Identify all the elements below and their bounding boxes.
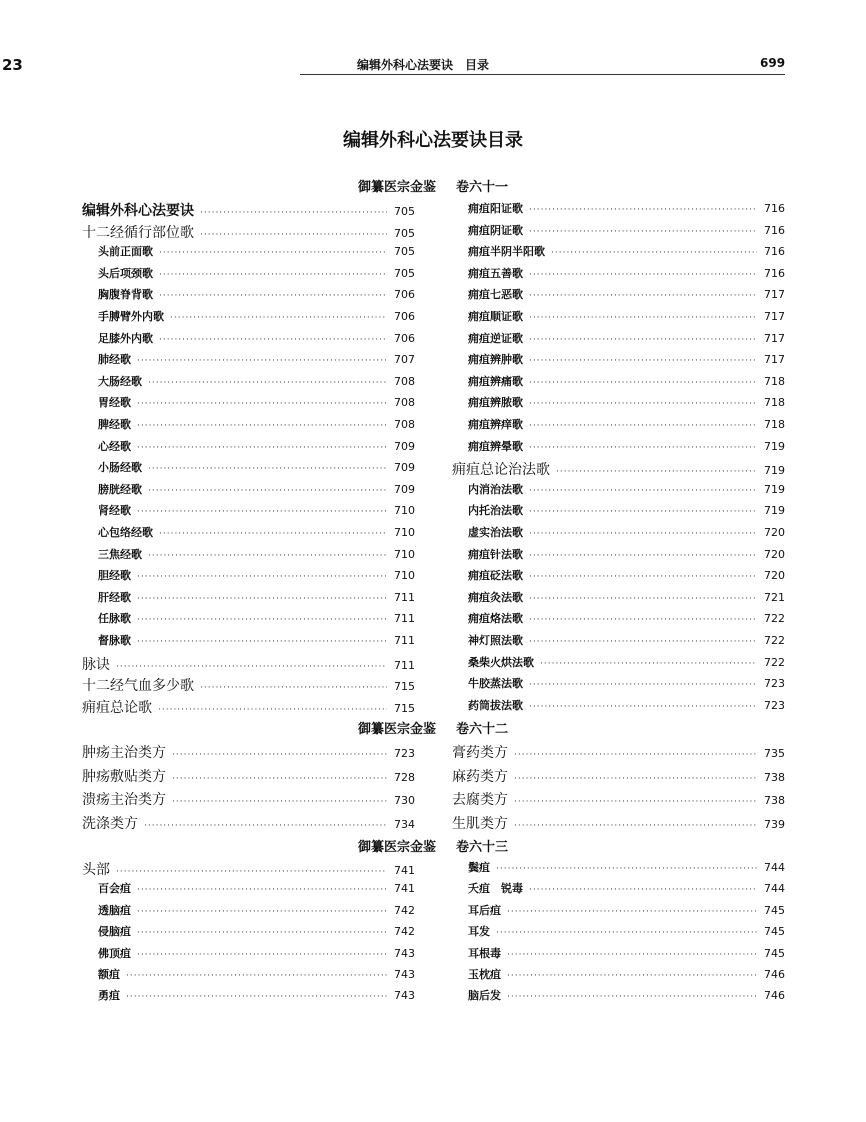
toc-entry[interactable] [452,200,785,216]
entry-page: 722 [764,655,785,669]
entry-page: 723 [764,698,785,712]
entry-title: 耳后疽 [468,903,501,917]
toc-entry[interactable] [82,654,415,674]
entry-title: 痈疽总论歌 [82,699,152,716]
entry-page: 743 [394,989,415,1003]
leader-dots [137,443,387,453]
section-volume: 卷六十三 [456,840,509,855]
entry-title: 痈疽辨脓歌 [468,396,523,410]
leader-dots [529,335,757,345]
leader-dots [529,227,757,237]
entry-page: 711 [394,634,415,647]
entry-title: 膀胱经歌 [98,482,142,496]
entry-page: 720 [764,526,785,539]
leader-dots [514,821,757,831]
leader-dots [200,683,387,693]
section-volume: 卷六十一 [456,180,509,195]
entry-page: 710 [394,547,415,561]
toc-entry[interactable] [82,243,415,259]
leader-dots [507,992,757,1002]
entry-page: 742 [394,903,415,917]
toc-entry[interactable] [452,654,785,670]
toc-entry[interactable] [82,766,415,786]
entry-title: 侵脑疽 [98,925,131,939]
entry-title: 佛顶疽 [98,946,131,960]
entry-title: 肝经歌 [98,590,131,604]
toc-entry[interactable] [452,675,785,691]
entry-page: 717 [764,353,785,367]
entry-page: 706 [394,310,415,323]
toc-entry[interactable] [452,813,785,833]
leader-dots [529,291,757,301]
entry-page: 744 [764,861,785,874]
toc-entry[interactable] [452,330,785,346]
entry-title: 痈疽五善歌 [468,266,523,280]
entry-title: 胆经歌 [98,569,131,583]
toc-entry[interactable] [452,589,785,605]
entry-page: 705 [394,266,415,280]
toc-entry[interactable] [82,200,415,220]
entry-title: 脉诀 [82,656,110,673]
entry-title: 头后项颈歌 [98,266,153,280]
toc-entry[interactable] [452,742,785,762]
toc-entry[interactable] [82,265,415,281]
entry-title: 痈疽逆证歌 [468,331,523,345]
toc-entry[interactable] [452,923,785,939]
entry-page: 705 [394,226,415,240]
toc-entry[interactable] [452,880,785,896]
leader-dots [496,864,757,874]
toc-entry[interactable] [452,859,785,875]
entry-title: 药筒拔法歌 [468,698,523,712]
entry-title: 夭疽 锐毒 [468,882,523,896]
entry-title: 麻药类方 [452,768,508,785]
entry-page: 708 [394,418,415,431]
entry-page: 734 [394,818,415,832]
toc-entry[interactable] [82,416,415,432]
leader-dots [529,443,757,453]
entry-page: 718 [764,418,785,431]
entry-page: 722 [764,612,785,626]
entry-title: 耳根毒 [468,946,501,960]
toc-entry[interactable] [452,459,785,479]
leader-dots [496,928,757,938]
toc-entry[interactable] [452,373,785,389]
entry-title: 编辑外科心法要诀 [82,203,194,219]
toc-entry[interactable] [452,481,785,497]
entry-page: 722 [764,634,785,647]
leader-dots [137,572,387,582]
entry-title: 玉枕疽 [468,968,501,981]
entry-page: 746 [764,968,785,981]
entry-page: 745 [764,903,785,917]
leader-dots [159,529,387,539]
leader-dots [529,486,757,496]
leader-dots [148,464,387,474]
toc-entry[interactable] [82,222,415,242]
entry-page: 705 [394,245,415,259]
toc-entry[interactable] [82,742,415,762]
entry-title: 脾经歌 [98,418,131,431]
leader-dots [148,486,387,496]
entry-title: 大肠经歌 [98,374,142,388]
toc-entry[interactable] [452,286,785,302]
toc-entry[interactable] [452,697,785,713]
entry-page: 746 [764,989,785,1003]
leader-dots [137,928,387,938]
toc-entry[interactable] [452,789,785,809]
toc-entry[interactable] [82,438,415,454]
entry-title: 心包络经歌 [98,526,153,539]
leader-dots [529,885,757,895]
leader-dots [159,270,387,280]
entry-title: 额疽 [98,968,120,981]
entry-title: 痈疽阳证歌 [468,202,523,215]
leader-dots [200,230,387,240]
entry-page: 717 [764,310,785,323]
entry-title: 内消治法歌 [468,482,523,496]
toc-entry[interactable] [82,987,415,1003]
toc-entry[interactable] [452,222,785,238]
entry-title: 小肠经歌 [98,461,142,475]
toc-entry[interactable] [82,308,415,324]
leader-dots [137,594,387,604]
entry-page: 720 [764,569,785,583]
entry-title: 痈疽辨晕歌 [468,439,523,453]
entry-title: 去腐类方 [452,792,508,809]
leader-dots [137,507,387,517]
toc-entry[interactable] [82,589,415,605]
leader-dots [159,291,387,301]
entry-page: 743 [394,946,415,960]
leader-dots [529,356,757,366]
leader-dots [551,248,757,258]
toc-entry[interactable] [82,789,415,809]
entry-title: 痈疽砭法歌 [468,569,523,583]
toc-entry[interactable] [452,416,785,432]
toc-entry[interactable] [452,766,785,786]
leader-dots [137,421,387,431]
leader-dots [514,797,757,807]
entry-title: 洗涤类方 [82,816,138,833]
toc-entry[interactable] [82,330,415,346]
entry-title: 任脉歌 [98,612,131,626]
entry-page: 719 [764,439,785,453]
leader-dots [137,615,387,625]
entry-page: 745 [764,925,785,939]
leader-dots [126,992,387,1002]
section-volume: 卷六十二 [456,722,509,737]
toc-entry[interactable] [82,373,415,389]
entry-title: 虚实治法歌 [468,526,523,539]
entry-title: 痈疽针法歌 [468,547,523,561]
entry-page: 717 [764,288,785,302]
entry-page: 715 [394,680,415,694]
entry-title: 生肌类方 [452,816,508,833]
entry-page: 728 [394,770,415,784]
entry-page: 716 [764,202,785,215]
toc-entry[interactable] [452,546,785,562]
entry-title: 痈疽辨痒歌 [468,418,523,431]
header-rule [300,74,785,75]
toc-entry[interactable] [452,632,785,648]
toc-entry[interactable] [82,524,415,540]
toc-entry[interactable] [82,502,415,518]
entry-title: 痈疽辨痛歌 [468,374,523,388]
leader-dots [170,313,387,323]
toc-entry[interactable] [452,902,785,918]
toc-entry[interactable] [452,610,785,626]
leader-dots [172,750,387,760]
leader-dots [116,867,387,877]
leader-dots [529,551,757,561]
toc-entry[interactable] [82,923,415,939]
entry-page: 719 [764,482,785,496]
entry-title: 十二经气血多少歌 [82,678,194,695]
leader-dots [529,399,757,409]
leader-dots [529,507,757,517]
entry-title: 痈疽顺证歌 [468,310,523,323]
entry-page: 739 [764,818,785,832]
entry-title: 胸腹脊背歌 [98,288,153,302]
entry-page: 741 [394,864,415,877]
entry-title: 神灯照法歌 [468,634,523,647]
toc-entry[interactable] [82,351,415,367]
toc-entry[interactable] [452,243,785,259]
entry-title: 心经歌 [98,439,131,453]
section-book-title: 御纂医宗金鉴 [357,180,436,195]
page-number: 699 [760,56,786,70]
entry-page: 710 [394,504,415,518]
leader-dots [137,907,387,917]
entry-title: 足膝外内歌 [98,331,153,345]
leader-dots [529,680,757,690]
entry-title: 头部 [82,862,110,878]
entry-page: 745 [764,946,785,960]
leader-dots [529,313,757,323]
toc-entry[interactable] [82,567,415,583]
entry-page: 709 [394,439,415,453]
entry-page: 719 [764,464,785,478]
entry-title: 膏药类方 [452,745,508,761]
toc-entry[interactable] [82,632,415,648]
toc-entry[interactable] [452,394,785,410]
entry-title: 十二经循行部位歌 [82,224,194,241]
entry-title: 肿疡主治类方 [82,745,166,761]
toc-entry[interactable] [82,546,415,562]
entry-page: 708 [394,396,415,410]
entry-page: 705 [394,205,415,218]
entry-title: 桑柴火烘法歌 [468,655,534,669]
entry-page: 744 [764,882,785,896]
entry-title: 内托治法歌 [468,504,523,518]
entry-title: 督脉歌 [98,634,131,647]
leader-dots [529,615,757,625]
entry-title: 肺经歌 [98,353,131,367]
leader-dots [529,702,757,712]
leader-dots [148,378,387,388]
toc-entry[interactable] [82,966,415,982]
entry-page: 718 [764,374,785,388]
leader-dots [507,950,757,960]
toc-entry[interactable] [452,567,785,583]
entry-page: 716 [764,266,785,280]
entry-page: 720 [764,547,785,561]
entry-page: 709 [394,461,415,475]
entry-page: 718 [764,396,785,410]
entry-page: 716 [764,223,785,237]
entry-title: 痈疽七恶歌 [468,288,523,302]
toc-entry[interactable] [82,945,415,961]
toc-entry[interactable] [82,675,415,695]
leader-dots [137,356,387,366]
entry-page: 709 [394,482,415,496]
leader-dots [148,551,387,561]
leader-dots [159,248,387,258]
toc-entry[interactable] [452,351,785,367]
toc-entry[interactable] [452,502,785,518]
leader-dots [529,421,757,431]
entry-page: 717 [764,331,785,345]
leader-dots [158,705,387,715]
entry-page: 715 [394,701,415,715]
entry-title: 勇疽 [98,989,120,1003]
entry-page: 721 [764,590,785,604]
entry-title: 耳发 [468,925,490,939]
entry-page: 741 [394,882,415,896]
toc-entry[interactable] [452,945,785,961]
entry-page: 711 [394,658,415,672]
leader-dots [159,335,387,345]
entry-title: 痈疽灸法歌 [468,590,523,604]
toc-entry[interactable] [452,265,785,281]
entry-title: 百会疽 [98,882,131,896]
entry-page: 742 [394,925,415,939]
toc-entry[interactable] [452,438,785,454]
toc-entry[interactable] [452,308,785,324]
entry-page: 719 [764,504,785,518]
leader-dots [144,821,387,831]
entry-page: 707 [394,353,415,367]
toc-entry[interactable] [82,394,415,410]
leader-dots [529,270,757,280]
leader-dots [137,950,387,960]
entry-page: 711 [394,590,415,604]
leader-dots [172,797,387,807]
toc-entry[interactable] [82,481,415,497]
section-book-title: 御纂医宗金鉴 [357,840,436,855]
toc-entry[interactable] [82,880,415,896]
entry-page: 711 [394,612,415,626]
toc-entry[interactable] [82,459,415,475]
entry-page: 708 [394,374,415,388]
entry-page: 743 [394,968,415,981]
entry-title: 肾经歌 [98,504,131,518]
leader-dots [137,637,387,647]
entry-page: 710 [394,526,415,539]
entry-title: 痈疽阴证歌 [468,223,523,237]
section-heading [0,836,866,855]
toc-entry[interactable] [82,697,415,717]
leader-dots [529,205,757,215]
toc-entry[interactable] [82,813,415,833]
leader-dots [529,572,757,582]
toc-entry[interactable] [82,286,415,302]
leader-dots [116,662,387,672]
entry-title: 头前正面歌 [98,245,153,259]
leader-dots [529,594,757,604]
entry-page: 735 [764,747,785,760]
toc-entry[interactable] [82,610,415,626]
entry-page: 738 [764,770,785,784]
leader-dots [556,467,757,477]
entry-title: 手膊臂外内歌 [98,310,164,323]
leader-dots [540,659,757,669]
entry-page: 706 [394,331,415,345]
leader-dots [529,529,757,539]
toc-entry[interactable] [82,902,415,918]
toc-entry[interactable] [452,524,785,540]
leader-dots [507,971,757,981]
entry-page: 706 [394,288,415,302]
entry-title: 脑后发 [468,989,501,1003]
entry-title: 透脑疽 [98,903,131,917]
previous-page-fragment: 23 [2,56,23,74]
entry-page: 738 [764,794,785,808]
leader-dots [529,378,757,388]
leader-dots [126,971,387,981]
running-title: 编辑外科心法要诀 目录 [356,58,489,72]
toc-entry[interactable] [82,859,415,879]
leader-dots [514,750,757,760]
leader-dots [507,907,757,917]
section-book-title: 御纂医宗金鉴 [357,722,436,737]
leader-dots [137,885,387,895]
entry-title: 痈疽烙法歌 [468,612,523,626]
entry-title: 痈疽辨肿歌 [468,353,523,367]
section-heading [0,176,866,195]
entry-title: 痈疽半阴半阳歌 [468,245,545,259]
entry-page: 723 [394,747,415,760]
leader-dots [172,774,387,784]
entry-title: 溃疡主治类方 [82,792,166,809]
leader-dots [200,208,387,218]
toc-entry[interactable] [452,987,785,1003]
entry-page: 723 [764,677,785,691]
toc-entry[interactable] [452,966,785,982]
entry-title: 肿疡敷贴类方 [82,768,166,785]
entry-title: 牛胶蒸法歌 [468,677,523,691]
leader-dots [137,399,387,409]
leader-dots [529,637,757,647]
section-heading [0,718,866,737]
leader-dots [514,774,757,784]
entry-page: 716 [764,245,785,259]
entry-title: 鬓疽 [468,861,490,874]
entry-page: 730 [394,794,415,808]
entry-title: 胃经歌 [98,396,131,410]
page-title: 编辑外科心法要诀目录 [343,130,523,151]
entry-page: 710 [394,569,415,583]
entry-title: 痈疽总论治法歌 [452,462,550,479]
entry-title: 三焦经歌 [98,547,142,561]
